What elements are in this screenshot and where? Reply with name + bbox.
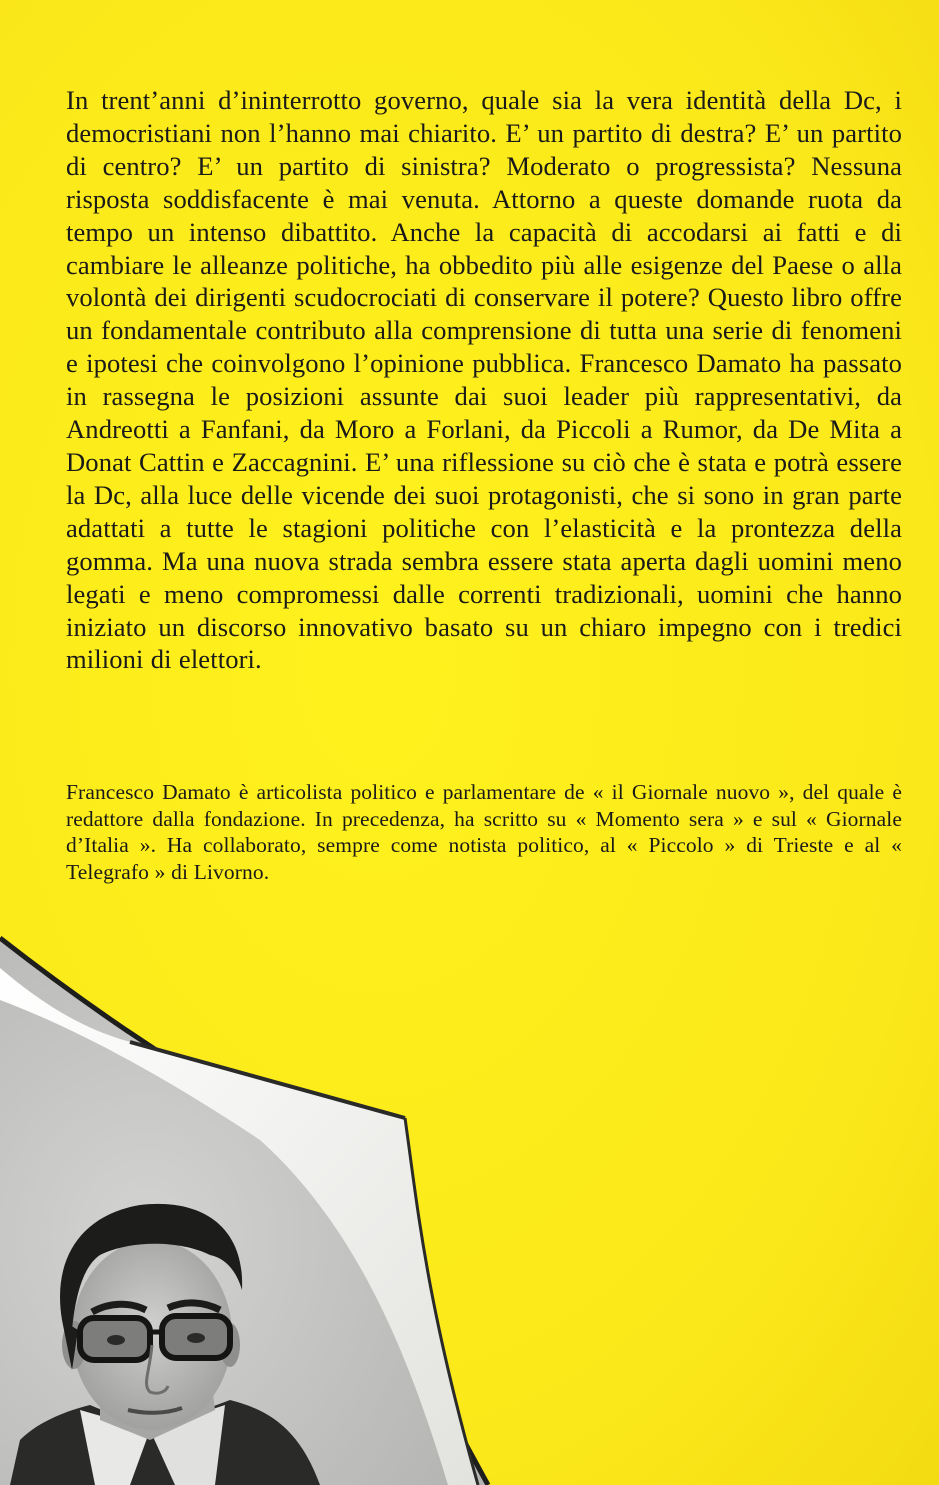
author-bio: Francesco Damato è articolista politico e parlamentare de « il Giornale nuovo », del quale è redattore dalla fondazione. In precedenza, ha scritto su « Momento sera » e sul « Giornale d’Italia ». Ha collaborato, sempre come notista politico, al « Piccolo » di Trieste e al « Telegrafo » di Livorno. xyxy=(66,780,902,885)
back-cover-blurb: In trent’anni d’ininterrotto governo, quale sia la vera identità della Dc, i democristiani non l’hanno mai chiarito. E’ un partito di destra? E’ un partito di centro? E’ un partito di sinistra? Moderato o progressista? Nessuna risposta soddisfacente è mai venuta. Attorno a queste domande ruota da tempo un intenso dibattito. Anche la capacità di accodarsi ai fatti e di cambiare le alleanze politiche, ha obbedito più alle esigenze del Paese o alla volontà dei dirigenti scudocrociati di conservare il potere? Questo libro offre un fondamentale contributo alla comprensione di tutta una serie di fenomeni e ipotesi che coinvolgono l’opinione pubblica. Francesco Damato ha passato in rassegna le posizioni assunte dai suoi leader più rappresentativi, da Andreotti a Fanfani, da Moro a Forlani, da Piccoli a Rumor, da De Mita a Donat Cattin e Zaccagnini. E’ una riflessione su ciò che è stata e potrà essere la Dc, alla luce delle vicende dei suoi protagonisti, che si sono in gran parte adattati a tutte le stagioni politiche con l’elasticità e la prontezza della gomma. Ma una nuova strada sembra essere stata aperta dagli uomini meno legati e meno compromessi dalle correnti tradizionali, uomini che hanno iniziato un discorso innovativo basato su un chiaro impegno con i tredici milioni di elettori. xyxy=(66,85,902,675)
